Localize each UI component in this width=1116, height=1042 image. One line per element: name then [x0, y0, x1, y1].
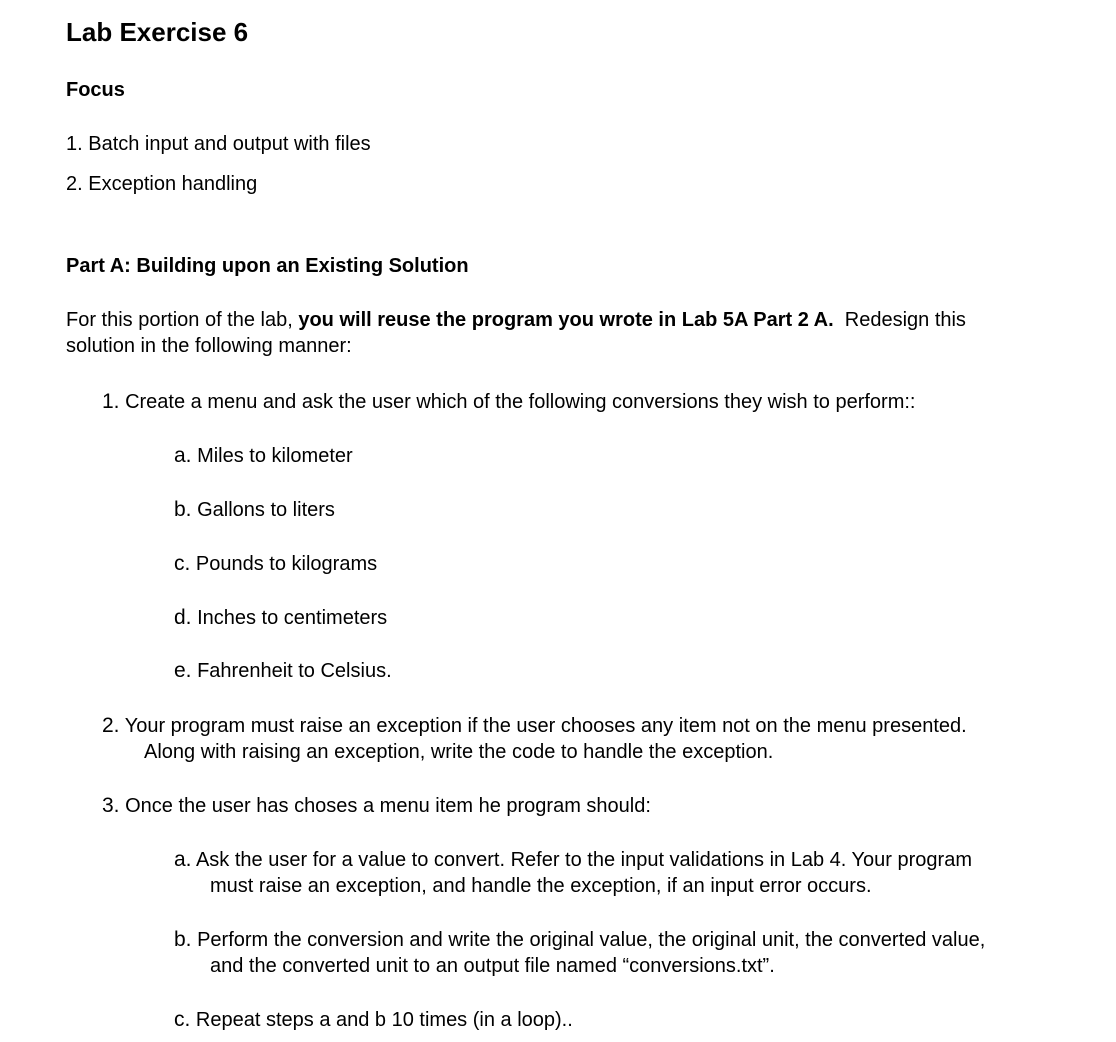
- step-item: [102, 793, 651, 819]
- menu-text: Fahrenheit to Celsius.: [197, 660, 392, 682]
- substep-text: Ask the user for a value to convert. Refer to the input validations in Lab 4. Your program: [195, 849, 972, 871]
- substep-item: [174, 1007, 573, 1033]
- part-a-heading: Part A: Building upon an Existing Solution: [66, 255, 469, 277]
- step-text: Your program must raise an exception if the user chooses any item not on the menu presented.: [124, 715, 967, 737]
- menu-item: [174, 443, 353, 469]
- intro-text-line2: solution in the following manner:: [66, 335, 352, 357]
- focus-item: 2. Exception handling: [66, 173, 258, 195]
- substep-item: [174, 927, 985, 979]
- menu-marker: e.: [174, 659, 192, 682]
- menu-item: [174, 497, 335, 523]
- step-marker: 2.: [102, 714, 120, 737]
- document-title: Lab Exercise 6: [66, 17, 249, 47]
- menu-item: [174, 658, 392, 684]
- substep-marker: b.: [174, 928, 192, 951]
- menu-item: [174, 551, 377, 577]
- step-marker: 3.: [102, 794, 120, 817]
- substep-item: [174, 847, 972, 899]
- menu-text: Pounds to kilograms: [195, 553, 378, 575]
- step-text: Create a menu and ask the user which of the following conversions they wish to perform::: [125, 391, 916, 413]
- step-text: Once the user has choses a menu item he program should:: [125, 795, 651, 817]
- intro-text-end: Redesign this: [833, 309, 966, 331]
- substep-text-continued: must raise an exception, and handle the exception, if an input error occurs.: [210, 875, 872, 897]
- step-text-continued: Along with raising an exception, write the code to handle the exception.: [144, 741, 774, 763]
- substep-marker: a.: [174, 848, 192, 871]
- substep-marker: c.: [174, 1008, 191, 1031]
- step-item: [102, 389, 915, 415]
- step-marker: 1.: [102, 390, 120, 413]
- menu-marker: c.: [174, 552, 191, 575]
- substep-text: Perform the conversion and write the original value, the original unit, the converted value,: [197, 929, 986, 951]
- menu-text: Gallons to liters: [197, 499, 335, 521]
- intro-bold-text: you will reuse the program you wrote in Lab 5A Part 2 A.: [298, 309, 834, 331]
- substep-text: Repeat steps a and b 10 times (in a loop)..: [195, 1009, 573, 1031]
- focus-heading: Focus: [66, 79, 125, 101]
- part-a-intro: [66, 307, 1076, 359]
- menu-marker: d.: [174, 606, 192, 629]
- substep-text-continued: and the converted unit to an output file named “conversions.txt”.: [210, 955, 775, 977]
- intro-text: For this portion of the lab,: [66, 309, 299, 331]
- menu-marker: b.: [174, 498, 192, 521]
- focus-item: 1. Batch input and output with files: [66, 133, 371, 155]
- menu-text: Inches to centimeters: [197, 607, 388, 629]
- menu-item: [174, 605, 387, 631]
- menu-marker: a.: [174, 444, 192, 467]
- menu-text: Miles to kilometer: [197, 445, 353, 467]
- step-item: [102, 713, 967, 765]
